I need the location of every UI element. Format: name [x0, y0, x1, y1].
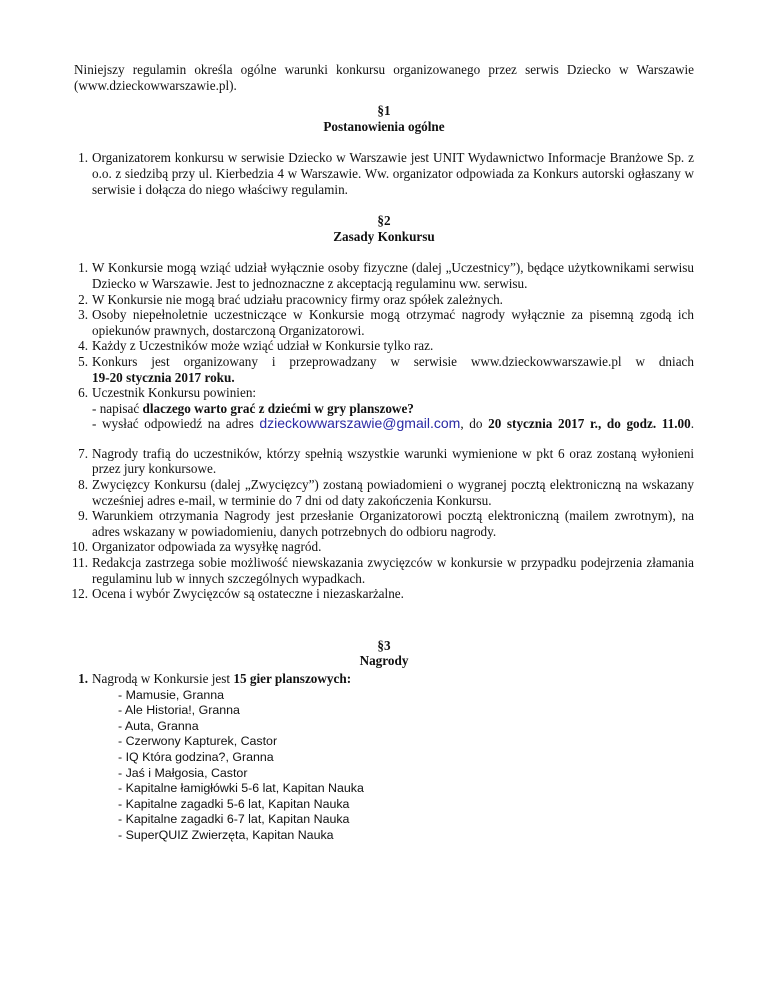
prize-item: - Ale Historia!, Granna: [118, 703, 240, 718]
prize-item: - Czerwony Kapturek, Castor: [118, 734, 278, 749]
prize-item: - Kapitalne zagadki 6-7 lat, Kapitan Nauka: [118, 812, 350, 827]
list-item: [74, 292, 694, 308]
list-item-text: Nagrodą w Konkursie jest: [92, 671, 234, 686]
section-1-heading: [74, 103, 694, 134]
prize-count: 15 gier planszowych:: [233, 671, 352, 686]
list-item: [74, 555, 694, 586]
list-item-number: 11.: [72, 555, 88, 571]
list-item-number: 4.: [78, 338, 88, 354]
list-item-text: W Konkursie nie mogą brać udziału pracownicy firmy oraz spółek zależnych.: [92, 291, 503, 307]
list-item: [71, 586, 694, 602]
list-item-text: Redakcja zastrzega sobie możliwość niewskazania zwycięzców w konkursie w przypadku podejrzenia złamania regulaminu lub w innych szczególnych wypadkach.: [92, 555, 694, 586]
list-item-number: 8.: [78, 477, 88, 493]
list-item-number: 3.: [78, 307, 88, 323]
section-1-list: [74, 150, 694, 197]
list-item-number: 6.: [78, 385, 88, 401]
section-3-heading: [74, 638, 694, 669]
list-item-text: Każdy z Uczestników może wziąć udział w Konkursie tylko raz.: [92, 338, 434, 354]
list-item-number: 5.: [78, 353, 88, 369]
list-item: [74, 446, 694, 477]
submit-instruction: [92, 416, 694, 432]
document-page: [71, 62, 695, 844]
list-item-number: 10.: [71, 539, 88, 555]
list-item: [74, 477, 694, 508]
task-instruction: [92, 401, 694, 417]
submit-mid: , do: [460, 416, 489, 432]
section-2-title: Zasady Konkursu: [333, 228, 435, 244]
prize-item: - IQ Która godzina?, Granna: [118, 749, 274, 764]
section-2-list: [74, 260, 694, 432]
task-prefix: - napisać: [92, 400, 143, 416]
list-item-text: Organizatorem konkursu w serwisie Dziecko w Warszawie jest UNIT Wydawnictwo Informacje Branżowe Sp. z o.o. z siedzibą przy ul. Kierbedzia 4 w Warszawie. Ww. organizator odpowiada za Konkurs autorski ogłaszany w serwisie i dołącza do niego właściwy regulamin.: [92, 150, 694, 197]
list-item-number: 12.: [71, 586, 88, 602]
section-2-heading: [74, 213, 694, 244]
section-3-title: Nagrody: [359, 653, 409, 669]
contest-dates: 19-20 stycznia 2017 roku.: [92, 369, 235, 385]
list-item-number: 7.: [78, 445, 88, 461]
deadline-text: 20 stycznia 2017 r., do godz. 11.00: [488, 416, 691, 432]
list-item: [74, 385, 694, 432]
intro-paragraph: Niniejszy regulamin określa ogólne warunki konkursu organizowanego przez serwis Dziecko w Warszawie (www.dzieckowwarszawie.pl).: [74, 62, 694, 93]
list-item-number: 2.: [78, 291, 88, 307]
list-item: [74, 307, 694, 338]
prize-item: - Kapitalne łamigłówki 5-6 lat, Kapitan Nauka: [118, 781, 364, 796]
submit-end: .: [690, 416, 695, 432]
prize-item: - Kapitalne zagadki 5-6 lat, Kapitan Nauka: [118, 796, 350, 811]
task-question: dlaczego warto grać z dziećmi w gry planszowe?: [142, 400, 414, 416]
list-item-number: 1.: [78, 150, 88, 166]
section-1-symbol: §1: [377, 103, 391, 119]
section-1-title: Postanowienia ogólne: [323, 118, 445, 134]
list-item: [74, 260, 694, 291]
prize-item: - SuperQUIZ Zwierzęta, Kapitan Nauka: [118, 827, 334, 842]
email-link[interactable]: dzieckowwarszawie@gmail.com: [259, 415, 461, 432]
list-item: [74, 508, 694, 539]
list-item-text: Uczestnik Konkursu powinien:: [92, 385, 257, 401]
submit-prefix: - wysłać odpowiedź na adres: [92, 416, 260, 432]
list-item-text: Konkurs jest organizowany i przeprowadzany w serwisie www.dzieckowwarszawie.pl w dniach: [92, 353, 694, 369]
section-3-symbol: §3: [377, 637, 391, 653]
list-item-text: Zwycięzcy Konkursu (dalej „Zwycięzcy”) zostaną powiadomieni o wygranej pocztą elektroniczną na wskazany wcześniej adres e-mail, w terminie do 7 dni od daty zakończenia Konkursu.: [92, 477, 694, 508]
list-item: [74, 150, 694, 197]
list-item-text: Nagrody trafią do uczestników, którzy spełnią wszystkie warunki wymienione w pkt 6 oraz zostaną wyłonieni przez jury konkursowe.: [92, 445, 694, 477]
list-item-number: 1.: [78, 671, 88, 686]
prize-item: - Mamusie, Granna: [118, 687, 225, 702]
list-item: [74, 354, 694, 385]
list-item-number: 1.: [78, 260, 88, 276]
prize-item: - Jaś i Małgosia, Castor: [118, 765, 248, 780]
list-item-text: Ocena i wybór Zwycięzców są ostateczne i niezaskarżalne.: [92, 586, 404, 602]
list-item-text: Organizator odpowiada za wysyłkę nagród.: [92, 539, 322, 555]
list-item-number: 9.: [78, 508, 88, 524]
list-item: [71, 539, 694, 555]
section-2-list-continued: [71, 445, 694, 602]
prize-item: - Auta, Granna: [118, 718, 199, 733]
section-3-list: [74, 671, 694, 687]
list-item-text: Warunkiem otrzymania Nagrody jest przesłanie Organizatorowi pocztą elektroniczną (mailem zwrotnym), na adres wskazany w powiadomieniu, danych potrzebnych do odbioru nagrody.: [92, 508, 694, 539]
section-2-symbol: §2: [377, 213, 391, 229]
prize-list: [74, 688, 694, 844]
list-item: [74, 671, 694, 687]
list-item-text: Osoby niepełnoletnie uczestniczące w Konkursie mogą otrzymać nagrody wyłącznie za pisemną zgodą ich opiekunów prawnych, dostarczoną Organizatorowi.: [92, 307, 694, 338]
spacer: [74, 432, 694, 446]
list-item: [74, 338, 694, 354]
list-item-text: W Konkursie mogą wziąć udział wyłącznie osoby fizyczne (dalej „Uczestnicy”), będące użytkownikami serwisu Dziecko w Warszawie. Jest to jednoznaczne z akceptacją regulaminu ww. serwisu.: [92, 260, 694, 291]
